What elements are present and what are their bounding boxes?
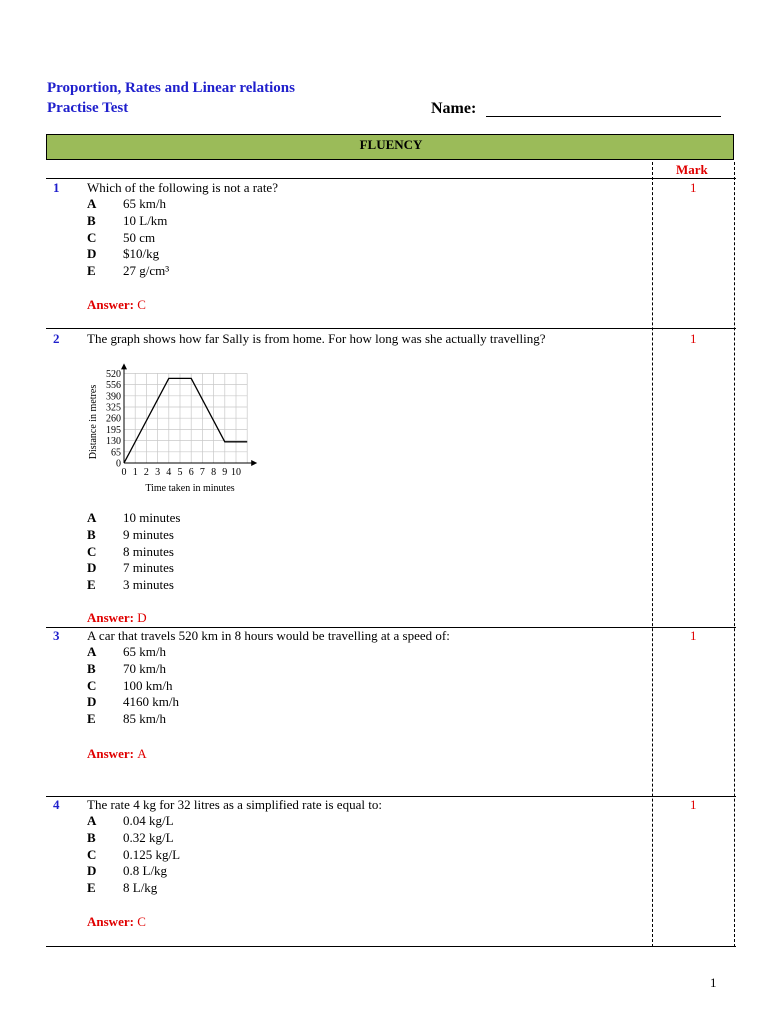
option-letter: D (87, 863, 97, 879)
x-tick-label: 10 (231, 467, 241, 478)
answer-value: C (137, 297, 146, 312)
option-item[interactable] (87, 847, 180, 864)
x-tick-label: 0 (121, 467, 127, 478)
answer-line (87, 610, 147, 626)
answer-label: Answer: (87, 914, 134, 929)
option-text: 4160 km/h (123, 694, 179, 710)
y-tick-label: 130 (106, 436, 121, 448)
option-item[interactable] (87, 527, 180, 544)
answer-line (87, 297, 146, 313)
document-title: Proportion, Rates and Linear relations (47, 80, 295, 96)
option-item[interactable] (87, 560, 180, 577)
option-item[interactable] (87, 813, 180, 830)
option-list (87, 510, 180, 594)
question-text: The rate 4 kg for 32 litres as a simplified rate is equal to: (87, 797, 382, 812)
option-item[interactable] (87, 510, 180, 527)
option-letter: C (87, 846, 97, 862)
option-item[interactable] (87, 694, 179, 711)
option-item[interactable] (87, 263, 169, 280)
option-item[interactable] (87, 830, 180, 847)
section-band (46, 134, 734, 160)
option-letter: A (87, 196, 97, 211)
mark-column-divider (652, 162, 653, 947)
option-text: 8 L/kg (123, 880, 158, 896)
option-text: 10 minutes (123, 510, 181, 525)
distance-time-graph (86, 360, 261, 495)
answer-line (87, 746, 147, 762)
option-text: 0.32 kg/L (123, 829, 174, 845)
y-tick-label: 390 (106, 391, 121, 403)
option-letter: A (87, 644, 97, 659)
option-text: 0.8 L/kg (123, 863, 168, 879)
question-number: 3 (53, 628, 60, 643)
question-text: The graph shows how far Sally is from home. For how long was she actually travelling? (87, 331, 546, 346)
question-mark: 1 (690, 797, 697, 812)
option-text: 70 km/h (123, 660, 166, 676)
question-text: Which of the following is not a rate? (87, 180, 278, 195)
row-divider (46, 328, 736, 329)
option-letter: B (87, 660, 96, 676)
option-letter: E (87, 577, 96, 593)
question-number: 1 (53, 180, 60, 195)
y-tick-label: 325 (106, 402, 121, 414)
x-tick-label: 9 (222, 467, 228, 478)
question-mark: 1 (690, 180, 697, 195)
y-tick-label: 195 (106, 424, 121, 436)
option-list (87, 813, 180, 897)
option-text: 7 minutes (123, 560, 174, 576)
option-letter: A (87, 813, 97, 828)
y-tick-label: 0 (116, 458, 121, 470)
answer-value: D (137, 610, 147, 625)
x-axis-arrow (251, 460, 257, 466)
x-tick-label: 8 (211, 467, 217, 478)
option-text: 27 g/cm³ (123, 263, 170, 279)
y-tick-label: 260 (106, 413, 121, 425)
option-list (87, 644, 179, 728)
name-blank-line[interactable] (486, 116, 721, 117)
x-tick-label: 1 (132, 467, 138, 478)
section-title: FLUENCY (359, 137, 423, 152)
option-text: 8 minutes (123, 543, 174, 559)
option-item[interactable] (87, 577, 180, 594)
option-item[interactable] (87, 880, 180, 897)
answer-label: Answer: (87, 297, 134, 312)
option-text: 10 L/km (123, 212, 168, 228)
y-axis-label: Distance in metres (88, 384, 99, 460)
x-axis-label: Time taken in minutes (145, 483, 235, 494)
x-tick-labels (122, 467, 242, 478)
table-right-border (734, 162, 735, 947)
option-letter: C (87, 229, 97, 245)
series-line (124, 378, 247, 463)
option-text: 100 km/h (123, 677, 173, 693)
option-item[interactable] (87, 644, 179, 661)
x-tick-label: 7 (199, 467, 205, 478)
option-letter: C (87, 677, 97, 693)
option-item[interactable] (87, 678, 179, 695)
option-letter: B (87, 212, 96, 228)
option-letter: E (87, 880, 96, 896)
option-item[interactable] (87, 711, 179, 728)
x-tick-label: 2 (143, 467, 149, 478)
option-text: 9 minutes (123, 526, 174, 542)
option-text: 65 km/h (123, 644, 166, 659)
page-number: 1 (710, 975, 717, 990)
y-axis-arrow (121, 363, 127, 369)
option-letter: D (87, 694, 97, 710)
option-text: 50 cm (123, 229, 156, 245)
answer-value: C (137, 914, 146, 929)
option-text: 0.04 kg/L (123, 813, 174, 828)
document-subtitle: Practise Test (47, 100, 129, 116)
question-mark: 1 (690, 628, 697, 643)
graph-grid (124, 373, 247, 463)
option-item[interactable] (87, 863, 180, 880)
option-letter: D (87, 560, 97, 576)
mark-column-header: Mark (676, 162, 708, 177)
row-divider (46, 178, 736, 179)
option-text: 65 km/h (123, 196, 166, 211)
y-tick-label: 520 (106, 368, 121, 380)
y-tick-label: 556 (106, 380, 121, 392)
option-text: $10/kg (123, 246, 160, 262)
x-tick-label: 5 (177, 467, 183, 478)
answer-label: Answer: (87, 746, 134, 761)
option-item[interactable] (87, 196, 169, 213)
option-item[interactable] (87, 246, 169, 263)
option-list (87, 196, 169, 280)
option-letter: B (87, 526, 96, 542)
option-item[interactable] (87, 230, 169, 247)
question-mark: 1 (690, 331, 697, 346)
option-letter: E (87, 263, 96, 279)
x-tick-label: 3 (155, 467, 161, 478)
option-text: 0.125 kg/L (123, 846, 181, 862)
option-item[interactable] (87, 661, 179, 678)
x-tick-label: 4 (166, 467, 172, 478)
answer-value: A (137, 746, 147, 761)
option-text: 85 km/h (123, 711, 166, 727)
name-label: Name: (431, 100, 477, 117)
x-tick-label: 6 (188, 467, 194, 478)
answer-line (87, 914, 146, 930)
option-letter: B (87, 829, 96, 845)
option-text: 3 minutes (123, 577, 174, 593)
row-divider (46, 946, 736, 947)
option-item[interactable] (87, 544, 180, 561)
option-letter: D (87, 246, 97, 262)
option-letter: A (87, 510, 97, 525)
answer-label: Answer: (87, 610, 134, 625)
option-letter: E (87, 711, 96, 727)
question-number: 4 (53, 797, 60, 812)
option-letter: C (87, 543, 97, 559)
question-number: 2 (53, 331, 60, 346)
option-item[interactable] (87, 213, 169, 230)
question-text: A car that travels 520 km in 8 hours would be travelling at a speed of: (87, 628, 450, 643)
y-tick-label: 65 (111, 447, 121, 459)
y-tick-labels (106, 369, 121, 470)
